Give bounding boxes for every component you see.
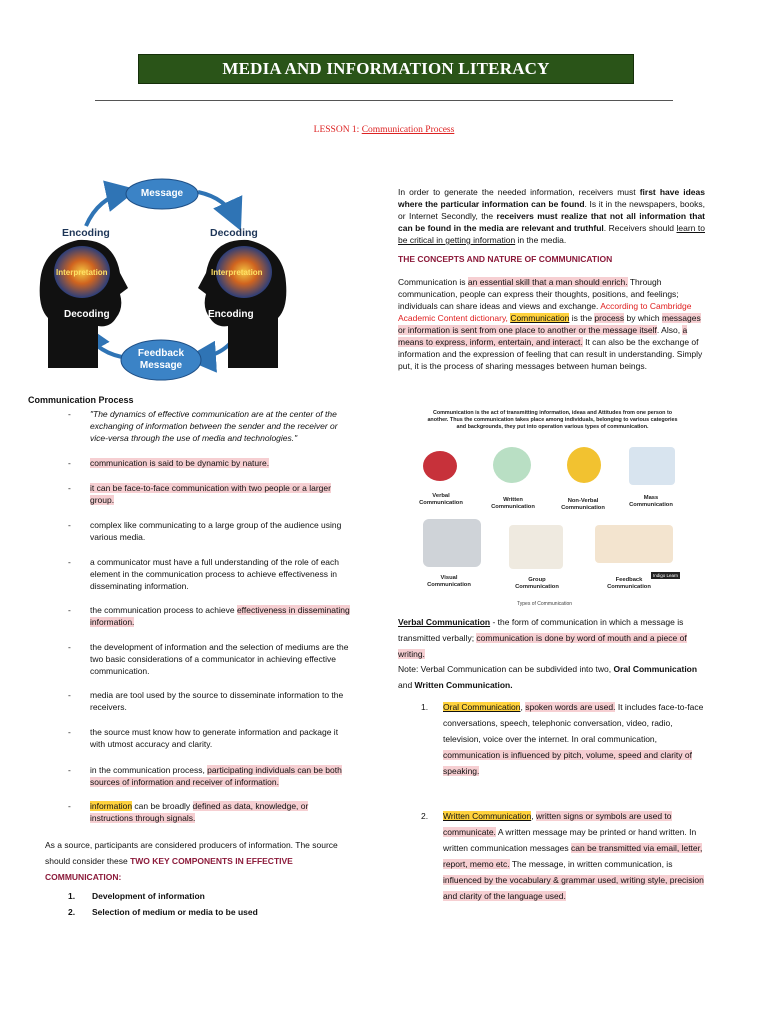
para-bold: receivers must realize that not all information that can be found in the media are relevant and truthful (398, 211, 706, 233)
para-text: A written message may be printed or hand written. In written communication messages (443, 827, 697, 853)
type-label: Group Communication (515, 577, 559, 590)
para-text: In order to generate the needed information, receivers must (398, 187, 640, 197)
bullet-text: media are tool used by the source to disseminate information to the receivers. (90, 690, 344, 712)
list-item (68, 556, 353, 594)
bullet-text: complex like communicating to a large group of the audience using various media. (90, 520, 342, 542)
oral-term: Oral Communication (443, 702, 521, 712)
written-term: Written Communication (443, 811, 532, 821)
list-item (68, 800, 353, 826)
para-text: The message, in written communication, is (509, 859, 673, 869)
para-text: , (520, 702, 526, 712)
bullet-dash: - (68, 642, 71, 652)
verbal-term: Verbal Communication (398, 617, 491, 627)
bullet-dash: - (68, 458, 71, 468)
list-item (68, 641, 353, 679)
bullet-text: the source must know how to generate information and package it with utmost accuracy and clarity. (90, 727, 339, 749)
lesson-prefix: LESSON 1: (313, 125, 362, 135)
list-item (68, 457, 353, 471)
para-highlight: can be transmitted via email, letter, report, memo etc. (443, 843, 703, 869)
para-text: . Also, (656, 325, 683, 335)
note-paragraph (398, 661, 710, 693)
bullet-dash: - (68, 409, 71, 419)
diagram-feedback-label (121, 348, 201, 372)
para-highlight-yellow: Communication (510, 313, 570, 323)
para-highlight: communication is done by word of mouth and a piece of writing. (398, 633, 687, 659)
concepts-paragraph (398, 276, 705, 372)
document-title-banner (138, 54, 634, 84)
para-highlight: messages or information is sent from one place to another or the message itself (398, 313, 701, 335)
list-text: Selection of medium or media to be used (92, 907, 258, 917)
para-red: According to Cambridge Academic Content dictionary, (398, 301, 692, 323)
list-item (68, 764, 353, 790)
written-illustration (493, 447, 531, 483)
concepts-heading: THE CONCEPTS AND NATURE OF COMMUNICATION (398, 254, 613, 264)
bullet-text: communication is said to be dynamic by nature. (90, 458, 270, 468)
para-highlight: spoken words are used. (525, 702, 616, 712)
para-highlight: a means to express, inform, entertain, and interact. (398, 325, 688, 347)
type-label: Feedback Communication (607, 577, 651, 590)
mass-illustration (629, 447, 675, 485)
bullet-highlight: effectiveness in disseminating information. (90, 605, 350, 627)
types-of-communication-infographic (417, 407, 688, 609)
para-text: , (531, 811, 536, 821)
key-components-heading: TWO KEY COMPONENTS IN EFFECTIVE COMMUNICATION: (45, 856, 293, 882)
para-highlight: communication is influenced by pitch, volume, speed and clarity of speaking. (443, 750, 692, 776)
list-item (68, 604, 353, 630)
para-text: . Is it in the newspapers, books, or Internet Secondly, the (398, 199, 705, 221)
type-label: Visual Communication (427, 575, 471, 588)
para-text: Communication is (398, 277, 468, 287)
bullet-text: can be broadly (132, 801, 193, 811)
list-item (68, 891, 358, 907)
type-label: Non-Verbal Communication (561, 498, 605, 511)
para-highlight: influenced by the vocabulary & grammar used, writing style, precision and clarity of the language used. (443, 875, 704, 901)
lesson-heading (0, 125, 768, 135)
bullet-highlight-yellow: information (90, 801, 133, 811)
group-illustration (509, 525, 563, 569)
verbal-illustration (423, 451, 457, 481)
bullet-text: in the communication process, (90, 765, 208, 775)
bullet-dash: - (68, 520, 71, 530)
bullet-text: a communicator must have a full understanding of the role of each element in the communication process to achieve effectiveness in disseminating information. (90, 557, 340, 591)
list-item (68, 907, 358, 923)
diagram-interpretation-right: Interpretation (211, 268, 263, 277)
diagram-decoding-right: Decoding (210, 227, 258, 239)
para-underline: learn to be critical in getting information (398, 223, 705, 245)
bullet-text: it can be face-to-face communication with two people or a larger group. (90, 483, 331, 505)
bullet-dash: - (68, 483, 71, 493)
list-item (68, 408, 353, 448)
bullet-dash: - (68, 605, 71, 615)
para-highlight: process (594, 313, 625, 323)
para-text: and (398, 680, 415, 690)
para-bold: first have ideas where the particular information can be found (398, 187, 705, 209)
source-paragraph (45, 837, 353, 885)
infographic-caption: Communication is the act of transmitting information, ideas and Attitudes from one person to another. Thus the communication takes place among individuals, belonging to various categories and backgrounds, they put into operation various types of communication. (427, 410, 678, 430)
list-item (68, 482, 353, 508)
bullet-text: the development of information and the selection of mediums are the two basic considerations of a communicator in achieving effective communication. (90, 642, 349, 676)
oral-number: 1. (421, 702, 429, 712)
bullet-text: the communication process to achieve (90, 605, 237, 615)
diagram-encoding-left: Encoding (62, 227, 110, 239)
para-text: It includes face-to-face conversations, speech, telephonic conversation, video, radio, television, voice over the internet. In oral communication, (443, 702, 704, 744)
document-title: MEDIA AND INFORMATION LITERACY (222, 59, 550, 78)
written-communication-item (443, 808, 711, 904)
para-text: by which (624, 313, 662, 323)
para-text: . Receivers should (603, 223, 677, 233)
diagram-decoding-left: Decoding (64, 309, 110, 320)
para-bold: Oral Communication (613, 664, 698, 674)
type-label: Verbal Communication (419, 493, 463, 506)
nonverbal-illustration (567, 447, 601, 483)
feedback-line2: Message (139, 360, 183, 371)
para-text: is the (569, 313, 595, 323)
para-highlight: an essential skill that a man should enrich. (467, 277, 628, 287)
diagram-message-label: Message (140, 188, 184, 199)
list-item (68, 726, 353, 752)
written-number: 2. (421, 811, 429, 821)
diagram-encoding-right: Encoding (208, 309, 254, 320)
verbal-communication-paragraph (398, 614, 710, 662)
bullet-dash: - (68, 765, 71, 775)
bullet-dash: - (68, 801, 71, 811)
type-label: Written Communication (491, 497, 535, 510)
para-text: Note: Verbal Communication can be subdivided into two, (398, 664, 614, 674)
infographic-footer: Types of Communication (517, 601, 573, 607)
para-highlight: written signs or symbols are used to communicate. (443, 811, 672, 837)
list-number: 1. (68, 891, 76, 901)
feedback-line1: Feedback (137, 348, 185, 359)
para-text: It can also be the exchange of information and the expression of feeling that can result in understanding. Simply put, it is the process of sharing messages between human beings. (398, 337, 703, 371)
key-components-list (68, 891, 358, 923)
para-text: Through communication, people can express their thoughts, positions, and feelings; individuals can share ideas and views and exchange. (398, 277, 679, 311)
list-number: 2. (68, 907, 76, 917)
oral-communication-item (443, 699, 711, 779)
source-text: As a source, participants are considered producers of information. The source should consider these (45, 840, 338, 866)
header-divider (95, 100, 673, 101)
list-item (68, 689, 353, 715)
para-text: in the media. (515, 235, 567, 245)
visual-illustration (423, 519, 481, 567)
list-text: Development of information (92, 891, 205, 901)
bullet-dash: - (68, 727, 71, 737)
diagram-interpretation-left: Interpretation (56, 268, 108, 277)
receivers-paragraph (398, 186, 705, 246)
para-bold: Written Communication. (414, 680, 513, 690)
lesson-topic: Communication Process (361, 125, 455, 135)
bullet-dash: - (68, 690, 71, 700)
feedback-illustration (595, 525, 673, 563)
infographic-badge: Indigo Learn (653, 573, 679, 578)
communication-process-title: Communication Process (28, 395, 134, 405)
bullet-dash: - (68, 557, 71, 567)
type-label: Mass Communication (629, 495, 673, 508)
communication-process-diagram (28, 168, 298, 382)
bullet-highlight: participating individuals can be both sources of information and receiver of information. (90, 765, 342, 787)
para-text: - the form of communication in which a message is transmitted verbally; (398, 617, 684, 643)
bullet-highlight: defined as data, knowledge, or instructions through signals. (90, 801, 309, 823)
quote-text: "The dynamics of effective communication are at the center of the exchanging of information between the sender and the receiver or vice-versa through the use of media and technologies." (90, 409, 338, 443)
list-item (68, 519, 353, 545)
